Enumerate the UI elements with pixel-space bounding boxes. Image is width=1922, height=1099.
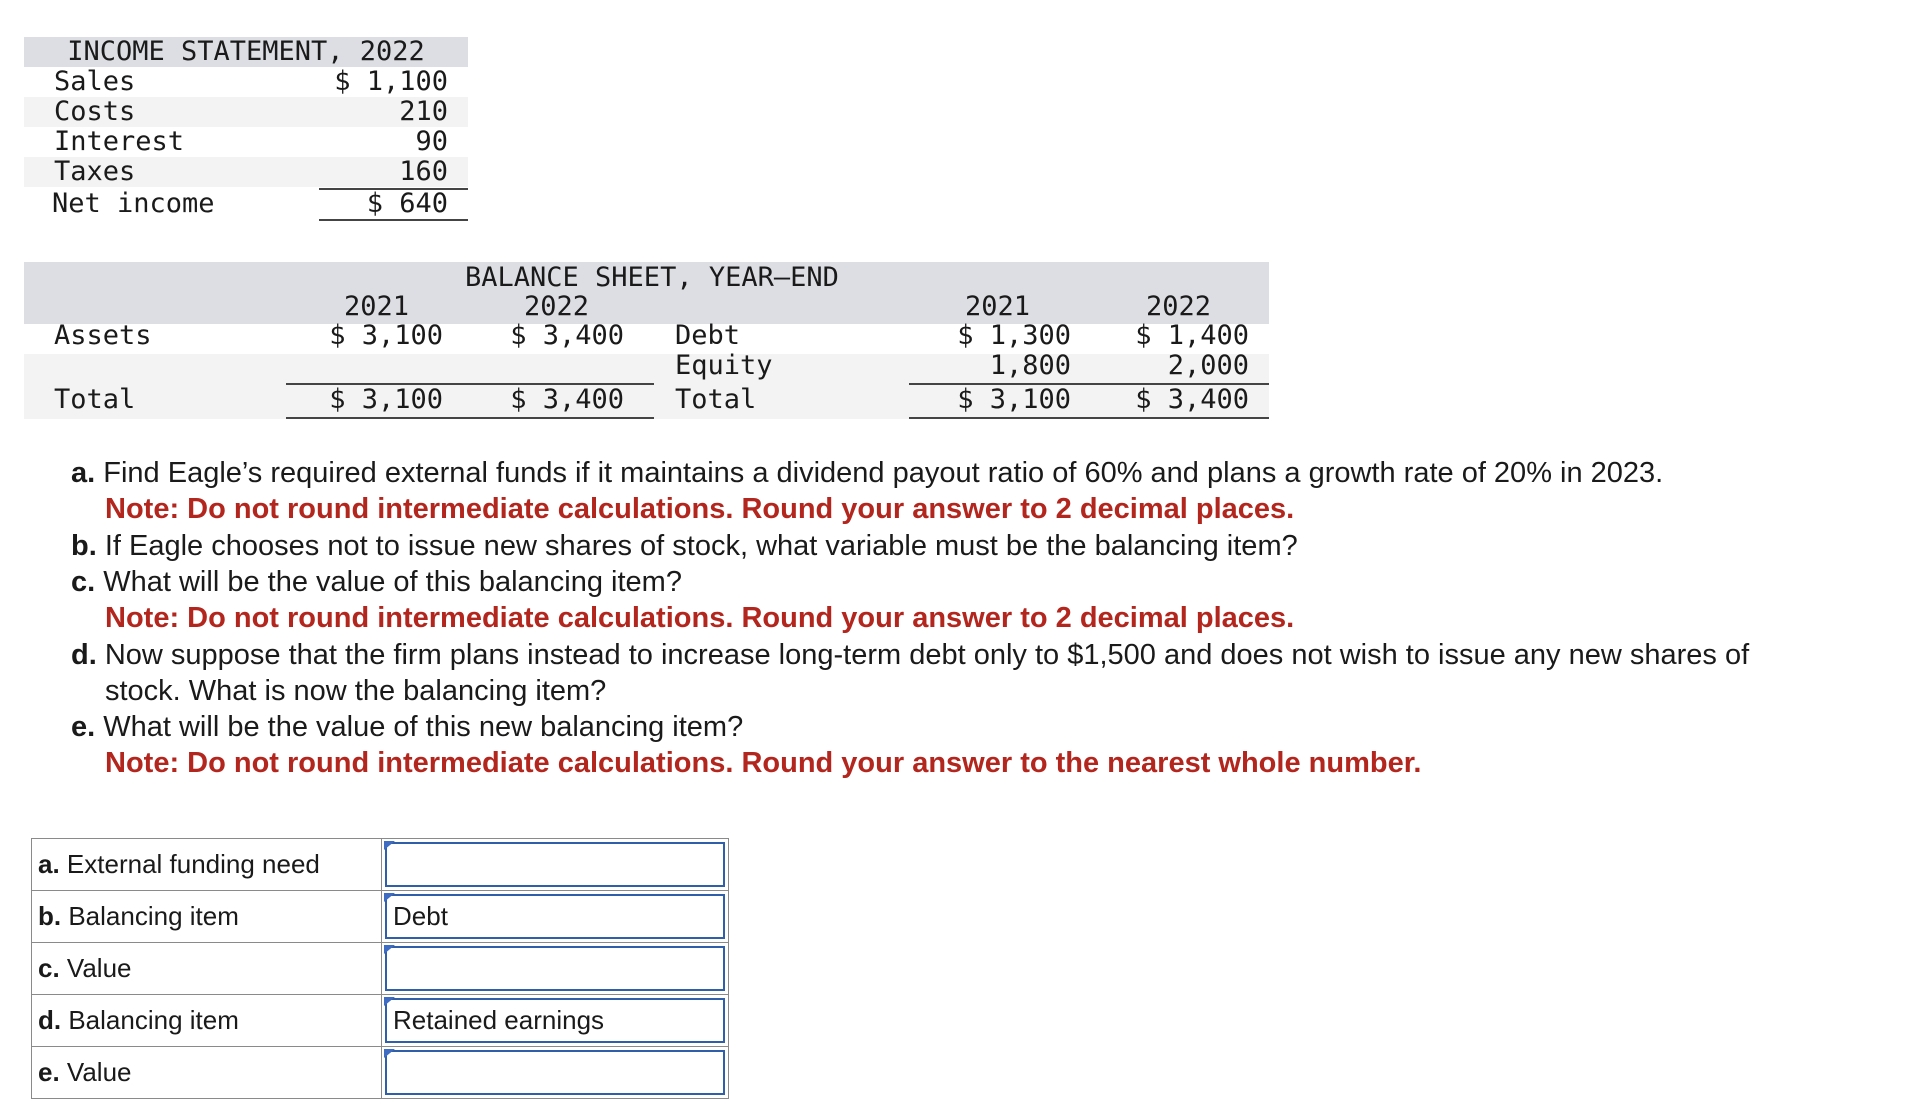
answer-label — [32, 995, 382, 1047]
row-value: $ 1,100 — [334, 66, 448, 97]
answer-row-b — [32, 891, 729, 943]
answer-row-a — [32, 839, 729, 891]
assets-total-label: Total — [54, 384, 136, 415]
flag-icon — [384, 945, 395, 954]
question-a — [71, 455, 1663, 491]
answer-key: c. — [38, 953, 60, 983]
row-label: Costs — [54, 96, 136, 127]
answer-key: b. — [38, 901, 62, 931]
value-c-input[interactable] — [385, 946, 725, 991]
income-row-net-income — [24, 187, 468, 217]
row-value: 210 — [399, 96, 448, 127]
answer-label — [32, 891, 382, 943]
answer-row-d — [32, 995, 729, 1047]
assets-total-2022: $ 3,400 — [510, 384, 624, 415]
question-d — [71, 637, 1749, 673]
row-label: Sales — [54, 66, 136, 97]
question-text: What will be the value of this balancing item? — [103, 566, 682, 598]
flag-icon — [384, 1049, 395, 1058]
question-c-note: Note: Do not round intermediate calculations. Round your answer to 2 decimal places. — [105, 602, 1295, 634]
flag-icon — [384, 893, 395, 902]
answer-key: a. — [38, 849, 60, 879]
equity-label: Equity — [675, 350, 773, 381]
assets-total-2021: $ 3,100 — [329, 384, 443, 415]
answer-label — [32, 943, 382, 995]
question-e-note: Note: Do not round intermediate calculations. Round your answer to the nearest whole number. — [105, 747, 1422, 779]
question-key: a. — [71, 457, 96, 489]
debt-2022: $ 1,400 — [1135, 320, 1249, 351]
question-d-continued: stock. What is now the balancing item? — [105, 675, 607, 707]
balance-sheet — [24, 262, 1269, 419]
equity-2022: 2,000 — [1167, 350, 1249, 381]
total-rule — [319, 219, 468, 221]
question-c — [71, 564, 682, 600]
year-header-liab-2022: 2022 — [1146, 291, 1212, 322]
question-a-note: Note: Do not round intermediate calculations. Round your answer to 2 decimal places. — [105, 493, 1295, 525]
liab-total-label: Total — [675, 384, 757, 415]
income-row-interest — [24, 127, 468, 157]
income-statement-title: INCOME STATEMENT, 2022 — [24, 37, 468, 67]
debt-label: Debt — [675, 320, 741, 351]
assets-2022: $ 3,400 — [510, 320, 624, 351]
question-key: b. — [71, 530, 97, 562]
question-text: Now suppose that the firm plans instead to increase long-term debt only to $1,500 and does not wish to issue any new shares of — [104, 639, 1750, 671]
row-value: 160 — [399, 156, 448, 187]
year-header-assets-2021: 2021 — [344, 291, 410, 322]
year-header-liab-2021: 2021 — [965, 291, 1031, 322]
liab-total-rule — [909, 417, 1269, 419]
income-row-taxes — [24, 157, 468, 187]
balancing-item-d-input[interactable]: Retained earnings — [385, 998, 725, 1043]
income-row-costs — [24, 97, 468, 127]
income-statement — [24, 37, 468, 217]
question-e — [71, 709, 743, 745]
question-text: What will be the value of this new balancing item? — [103, 711, 744, 743]
row-value: $ 640 — [366, 188, 448, 219]
question-key: e. — [71, 711, 96, 743]
answer-row-e — [32, 1047, 729, 1099]
liab-total-2021: $ 3,100 — [957, 384, 1071, 415]
assets-total-rule — [286, 417, 654, 419]
row-label: Taxes — [54, 156, 136, 187]
assets-2021: $ 3,100 — [329, 320, 443, 351]
question-text: Find Eagle’s required external funds if it maintains a dividend payout ratio of 60% and plans a growth rate of 20% in 2023. — [103, 457, 1664, 489]
answer-label — [32, 1047, 382, 1099]
answer-label-text: Balancing item — [68, 901, 239, 931]
question-text: If Eagle chooses not to issue new shares of stock, what variable must be the balancing item? — [104, 530, 1298, 562]
income-row-sales — [24, 67, 468, 97]
flag-icon — [384, 997, 395, 1006]
question-key: d. — [71, 639, 97, 671]
external-funding-need-input[interactable] — [385, 842, 725, 887]
row-label: Interest — [54, 126, 185, 157]
answer-row-c — [32, 943, 729, 995]
debt-2021: $ 1,300 — [957, 320, 1071, 351]
answer-table — [31, 838, 729, 1099]
value-e-input[interactable] — [385, 1050, 725, 1095]
flag-icon — [384, 841, 395, 850]
row-label: Net income — [52, 188, 215, 219]
question-b — [71, 528, 1298, 564]
balance-sheet-title: BALANCE SHEET, YEAR–END — [465, 262, 839, 293]
question-key: c. — [71, 566, 96, 598]
balancing-item-b-input[interactable]: Debt — [385, 894, 725, 939]
liab-total-2022: $ 3,400 — [1135, 384, 1249, 415]
answer-label-text: Value — [66, 953, 132, 983]
year-header-assets-2022: 2022 — [524, 291, 590, 322]
answer-key: e. — [38, 1057, 60, 1087]
answer-label-text: Value — [66, 1057, 132, 1087]
answer-label — [32, 839, 382, 891]
equity-2021: 1,800 — [989, 350, 1071, 381]
answer-key: d. — [38, 1005, 62, 1035]
assets-label: Assets — [54, 320, 152, 351]
answer-label-text: Balancing item — [68, 1005, 239, 1035]
answer-label-text: External funding need — [66, 849, 320, 879]
row-value: 90 — [415, 126, 448, 157]
